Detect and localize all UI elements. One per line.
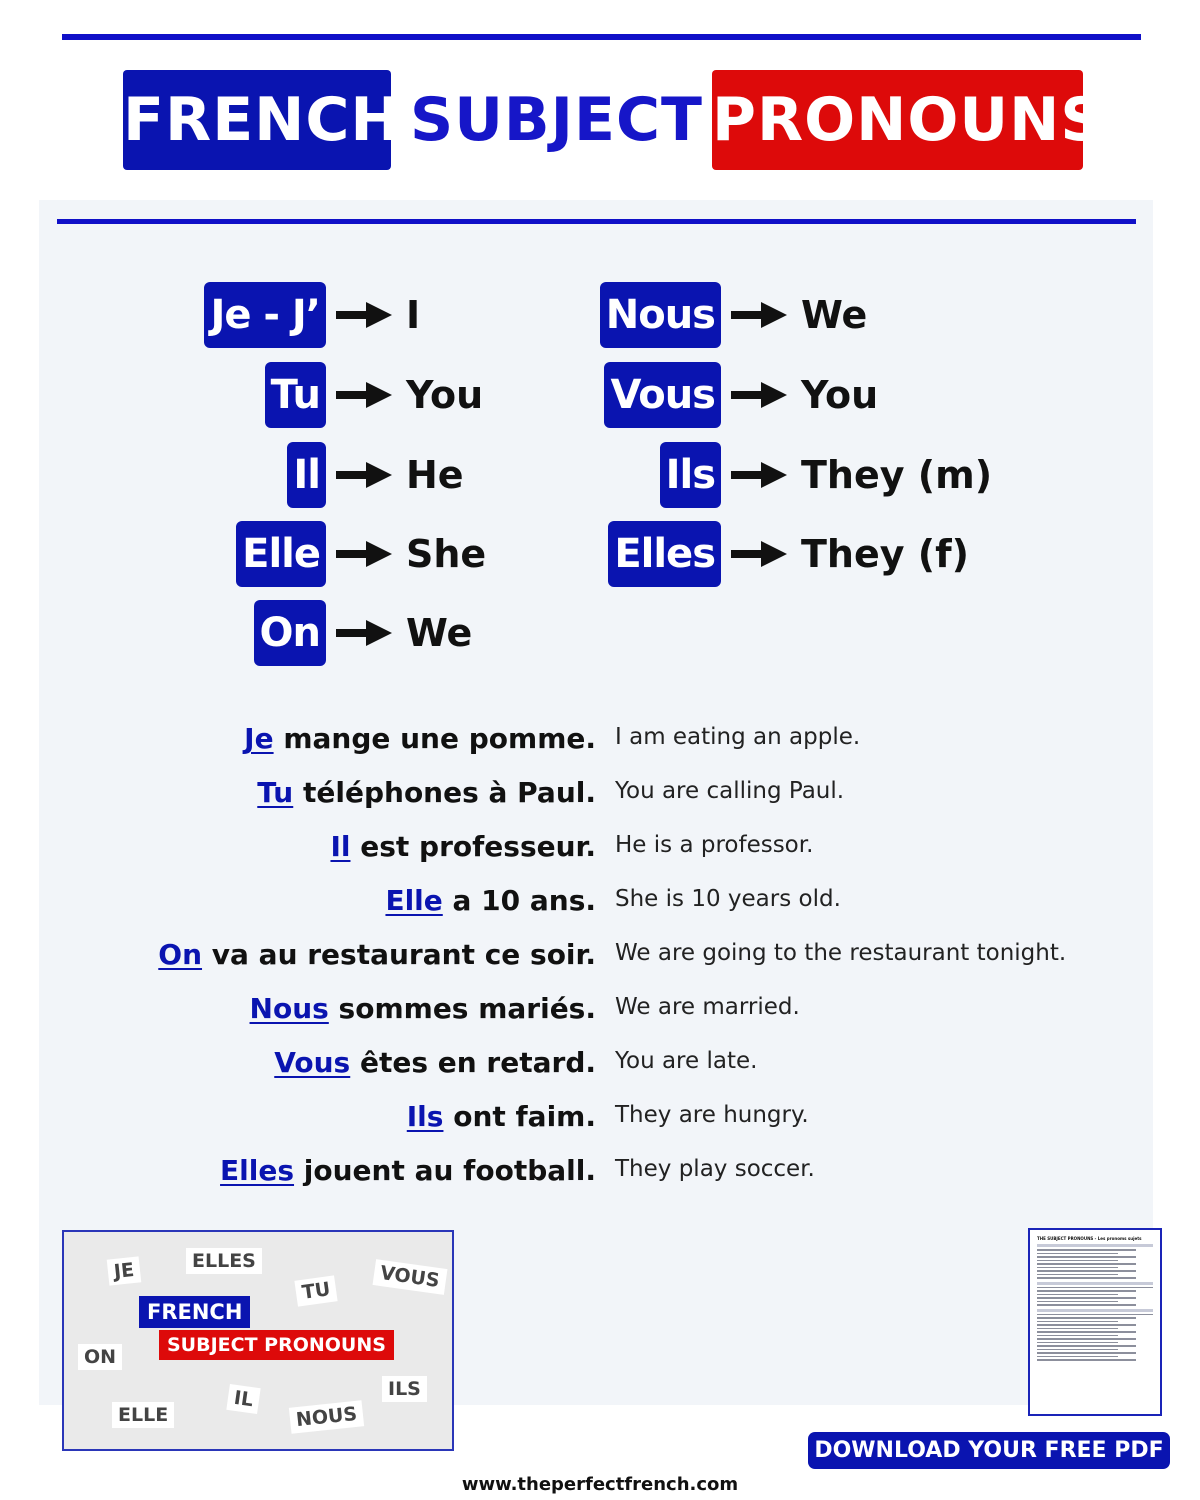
thumb-word-je: JE [107, 1256, 142, 1285]
pronoun-french: Vous [604, 362, 721, 428]
page-title [0, 70, 1200, 170]
example-rest: téléphones à Paul. [293, 776, 596, 809]
thumb-word-elle: ELLE [112, 1402, 174, 1428]
pronoun-row [236, 521, 486, 587]
example-rest: sommes mariés. [328, 992, 596, 1025]
example-pronoun: Elles [220, 1154, 295, 1187]
example-row [0, 1090, 1200, 1144]
example-rest: mange une pomme. [273, 722, 596, 755]
thumb-word-vous: VOUS [373, 1259, 448, 1295]
arrow-right-icon [336, 539, 392, 569]
arrow-right-icon [336, 460, 392, 490]
example-row [0, 712, 1200, 766]
example-rest: jouent au football. [294, 1154, 596, 1187]
example-rest: va au restaurant ce soir. [202, 938, 596, 971]
arrow-right-icon [731, 460, 787, 490]
example-french [220, 1144, 596, 1198]
example-row [0, 982, 1200, 1036]
pronoun-english: She [406, 532, 487, 576]
thumb-word-nous: NOUS [289, 1400, 364, 1434]
example-pronoun: Je [244, 722, 274, 755]
pronoun-english: You [406, 373, 484, 417]
example-french [257, 766, 596, 820]
example-pronoun: Ils [406, 1100, 444, 1133]
pronoun-french: Ils [660, 442, 721, 508]
thumb-word-tu: TU [294, 1275, 338, 1306]
example-row [0, 928, 1200, 982]
example-english: You are late. [615, 1048, 758, 1074]
example-row [0, 766, 1200, 820]
pronoun-french: Il [287, 442, 326, 508]
title-word-pronouns: PRONOUNS [712, 70, 1083, 170]
example-row [0, 1144, 1200, 1198]
example-english: They play soccer. [615, 1156, 815, 1182]
example-rest: ont faim. [443, 1100, 596, 1133]
pronoun-row [204, 282, 420, 348]
pronoun-english: We [801, 293, 868, 337]
example-pronoun: Il [330, 830, 351, 863]
pronoun-row [254, 600, 473, 666]
example-english: I am eating an apple. [615, 724, 861, 750]
pdf-preview[interactable] [1028, 1228, 1162, 1416]
example-french [244, 712, 596, 766]
pronoun-french: Nous [600, 282, 721, 348]
pronoun-english: We [406, 611, 473, 655]
arrow-right-icon [336, 300, 392, 330]
example-row [0, 820, 1200, 874]
example-rest: êtes en retard. [350, 1046, 596, 1079]
arrow-right-icon [731, 380, 787, 410]
pronoun-row [265, 362, 484, 428]
example-french [158, 928, 596, 982]
example-pronoun: Elle [385, 884, 443, 917]
example-english: We are married. [615, 994, 800, 1020]
example-english: We are going to the restaurant tonight. [615, 940, 1067, 966]
example-english: He is a professor. [615, 832, 814, 858]
title-word-french: FRENCH [123, 70, 391, 170]
footer-url-link[interactable]: www.theperfectfrench.com [461, 1474, 739, 1495]
example-english: She is 10 years old. [615, 886, 841, 912]
pronoun-english: You [801, 373, 879, 417]
example-english: They are hungry. [615, 1102, 809, 1128]
example-english: You are calling Paul. [615, 778, 845, 804]
example-french [250, 982, 596, 1036]
pronoun-row [660, 442, 992, 508]
thumb-word-ils: ILS [382, 1376, 427, 1402]
example-pronoun: Nous [249, 992, 329, 1025]
arrow-right-icon [336, 618, 392, 648]
pronoun-french: Elle [236, 521, 326, 587]
pronoun-english: He [406, 453, 464, 497]
pronoun-french: Tu [265, 362, 326, 428]
example-french [407, 1090, 596, 1144]
pronoun-french: Elles [608, 521, 721, 587]
thumb-word-il: IL [226, 1384, 261, 1414]
thumb-label-french: FRENCH [139, 1296, 250, 1328]
pronoun-english: I [406, 293, 421, 337]
video-thumbnail[interactable] [62, 1230, 454, 1451]
example-pronoun: Tu [257, 776, 294, 809]
example-rest: a 10 ans. [442, 884, 596, 917]
pronoun-row [287, 442, 463, 508]
pronoun-row [604, 362, 878, 428]
arrow-right-icon [731, 300, 787, 330]
pdf-preview-title: THE SUBJECT PRONOUNS - Les pronoms sujets [1037, 1236, 1142, 1241]
pronoun-row [600, 282, 868, 348]
example-pronoun: On [158, 938, 203, 971]
pronoun-english: They (f) [801, 532, 970, 576]
arrow-right-icon [731, 539, 787, 569]
title-word-subject: SUBJECT [410, 85, 703, 155]
pronoun-french: Je - J’ [204, 282, 326, 348]
thumb-label-subject-pronouns: SUBJECT PRONOUNS [159, 1330, 394, 1360]
example-french [385, 874, 596, 928]
example-french [330, 820, 596, 874]
download-pdf-button[interactable]: DOWNLOAD YOUR FREE PDF [808, 1432, 1170, 1469]
top-divider [62, 34, 1141, 40]
example-pronoun: Vous [274, 1046, 351, 1079]
example-rest: est professeur. [350, 830, 596, 863]
panel-divider [57, 219, 1136, 224]
pronoun-english: They (m) [801, 453, 993, 497]
thumb-word-elles: ELLES [186, 1248, 262, 1274]
pronoun-row [608, 521, 969, 587]
example-row [0, 1036, 1200, 1090]
arrow-right-icon [336, 380, 392, 410]
example-row [0, 874, 1200, 928]
thumb-word-on: ON [78, 1344, 122, 1370]
example-french [274, 1036, 596, 1090]
pronoun-french: On [254, 600, 326, 666]
